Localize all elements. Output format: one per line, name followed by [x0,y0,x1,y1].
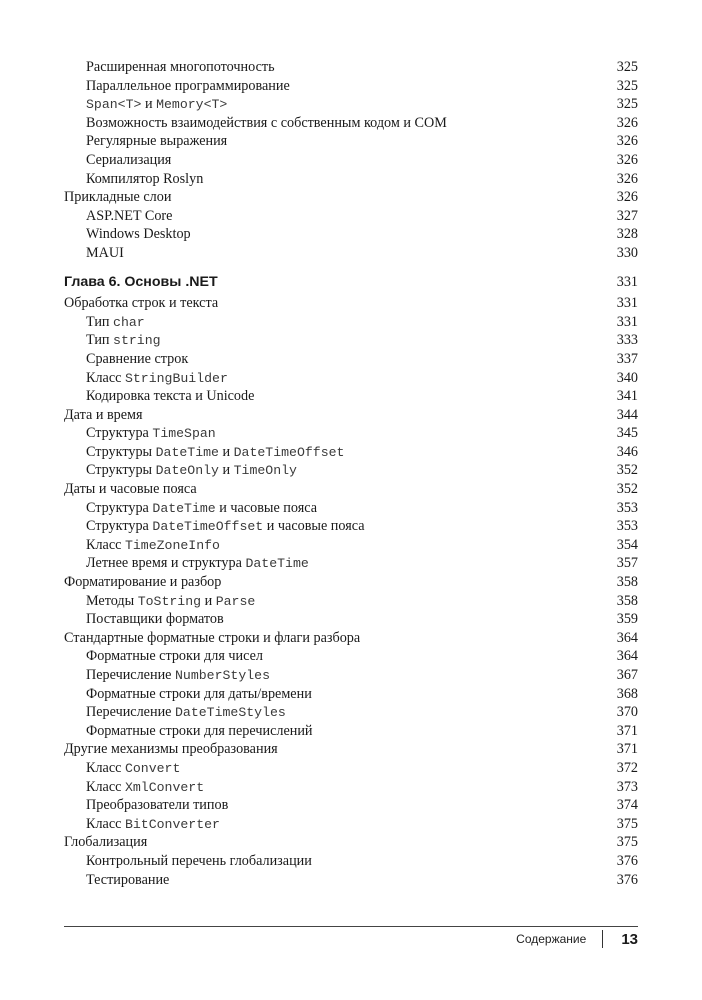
toc-entry-title [86,369,228,389]
toc-page-number: 358 [616,574,638,591]
title-text: Параллельное программирование [86,77,290,94]
toc-subsection-entry [64,759,638,778]
title-text: Глобализация [64,834,148,851]
toc-entry-title [86,685,312,704]
footer-divider [64,926,638,927]
title-text: Стандартные форматные строки и флаги разбора [64,629,361,646]
title-text: Летнее время и структура [86,555,246,572]
toc-entry-title [86,815,220,835]
toc-page-number: 376 [616,852,638,869]
toc-subsection-entry [64,151,638,170]
code-term: DateTime [245,556,309,572]
toc-page-number: 364 [616,648,638,665]
toc-page-number: 364 [616,629,638,646]
toc-subsection-entry [64,722,638,741]
toc-subsection-entry [64,536,638,555]
toc-section-entry [64,573,638,592]
toc-subsection-entry [64,554,638,573]
title-text: Обработка строк и текста [64,295,219,312]
toc-entry-title [86,517,365,537]
title-text: и [218,443,234,460]
toc-page-number: 333 [616,332,638,349]
title-text: Методы [86,592,138,609]
toc-subsection-entry [64,796,638,815]
title-text: Структура [86,518,153,535]
toc-subsection-entry [64,871,638,890]
toc-subsection-entry [64,369,638,388]
title-text: Тестирование [86,871,170,888]
title-text: Компилятор Roslyn [86,170,204,187]
toc-page-number: 341 [616,388,638,405]
title-text: Класс [86,778,125,795]
toc-entry-title [64,188,171,207]
title-text: Прикладные слои [64,189,172,206]
title-text: ASP.NET Core [86,207,173,224]
toc-entry-title [86,331,161,351]
toc-subsection-entry [64,499,638,518]
toc-entry-title [86,95,227,115]
toc-entry-title [86,170,203,189]
toc-page-number: 353 [616,499,638,516]
toc-page-number: 352 [616,481,638,498]
toc-subsection-entry [64,58,638,77]
toc-page-number: 331 [616,295,638,312]
code-term: TimeZoneInfo [124,537,220,553]
title-text: Глава 6. Основы .NET [64,273,218,290]
title-text: Тип [86,313,114,330]
toc-entry-title [86,461,297,481]
title-text: Структуры [86,462,156,479]
code-term: ToString [137,593,202,609]
toc-entry-title [86,132,227,151]
code-term: BitConverter [124,816,220,832]
toc-entry-title [86,778,204,798]
toc-entry-title [86,722,313,741]
toc-chapter-entry [64,273,638,292]
toc-section-entry [64,188,638,207]
toc-page-number: 327 [616,207,638,224]
toc-page-number: 372 [616,759,638,776]
title-text: и часовые пояса [263,518,365,535]
toc-section-entry [64,833,638,852]
toc-subsection-entry [64,517,638,536]
title-text: Дата и время [64,406,143,423]
toc-page-number: 325 [616,59,638,75]
title-text: Класс [86,759,125,776]
code-term: TimeOnly [233,463,297,479]
toc-page-number: 371 [616,741,638,758]
title-text: Структура [86,499,153,516]
toc-page-number: 330 [616,244,638,261]
toc-subsection-entry [64,778,638,797]
toc-section-entry [64,740,638,759]
toc-entry-title [86,536,220,556]
toc-page-number: 345 [616,425,638,442]
toc-page-number: 370 [616,704,638,721]
toc-page-number: 326 [616,151,638,168]
toc-entry-title [86,443,344,463]
title-text: Поставщики форматов [86,611,224,628]
toc-page-number: 358 [616,592,638,609]
code-term: XmlConvert [124,779,205,795]
toc-entry-title [64,406,143,425]
code-term: DateTimeOffset [152,519,264,535]
toc-page-number: 325 [616,77,638,94]
toc-entry-title [86,313,145,333]
toc-subsection-entry [64,443,638,462]
title-text: Сериализация [86,151,172,168]
toc-page-number: 368 [616,685,638,702]
toc-page-number: 331 [616,313,638,330]
code-term: DateTime [155,444,219,460]
title-text: MAUI [86,244,124,261]
code-term: char [113,314,145,330]
toc-page-number: 375 [616,834,638,851]
toc-subsection-entry [64,114,638,133]
toc-page-number: 371 [616,722,638,739]
code-term: Span<T> [86,97,142,113]
toc-entry-title [64,740,278,759]
toc-page-number: 376 [616,871,638,888]
toc-page-number: 325 [616,96,638,113]
code-term: StringBuilder [124,370,228,386]
toc-page-number: 352 [616,462,638,479]
toc-page-number: 357 [616,555,638,572]
toc-page-number: 337 [616,350,638,367]
toc-page-number: 326 [616,189,638,206]
toc-subsection-entry [64,132,638,151]
toc-entry-title [64,833,147,852]
toc-entry-title [86,647,263,666]
toc-entry-title [86,114,447,133]
toc-entry-title [64,573,221,592]
toc-subsection-entry [64,170,638,189]
page-footer [516,930,638,948]
toc-entry-title [86,350,188,369]
title-text: Даты и часовые пояса [64,481,197,498]
toc-subsection-entry [64,313,638,332]
title-text: и [201,592,216,609]
toc-page-number: 326 [616,114,638,131]
toc-entry-title [64,294,218,313]
toc-subsection-entry [64,244,638,263]
toc-page-number: 359 [616,611,638,628]
toc-entry-title [86,225,191,244]
toc-page-number: 354 [616,536,638,553]
code-term: Convert [124,760,181,776]
title-text: Форматные строки для даты/времени [86,685,312,702]
toc-entry-title [86,703,286,723]
toc-page-number: 326 [616,133,638,150]
toc-subsection-entry [64,207,638,226]
title-text: и часовые пояса [215,499,318,516]
toc-page-number: 331 [616,273,638,290]
title-text: Преобразователи типов [86,797,229,814]
title-text: Расширенная многопоточность [86,59,275,75]
title-text: Класс [86,536,125,553]
title-text: Кодировка текста и Unicode [86,388,255,405]
toc-entry-title [86,77,290,96]
title-text: Контрольный перечень глобализации [86,852,312,869]
toc-section-entry [64,294,638,313]
footer-section-title: Содержание [516,932,587,946]
title-text: Сравнение строк [86,350,189,367]
toc-entry-title [86,610,224,629]
title-text: Класс [86,815,125,832]
title-text: Структура [86,425,153,442]
toc-subsection-entry [64,815,638,834]
toc-page-number: 367 [616,667,638,683]
toc-subsection-entry [64,95,638,114]
toc-subsection-entry [64,703,638,722]
code-term: TimeSpan [152,426,216,442]
title-text: и [141,96,157,113]
toc-subsection-entry [64,461,638,480]
title-text: и [218,462,234,479]
toc-page-number: 375 [616,815,638,832]
toc-entry-title [64,629,360,648]
code-term: DateTime [152,500,216,516]
toc-entry-title [86,852,312,871]
toc-page-number: 326 [616,170,638,187]
toc-entry-title [86,759,180,779]
title-text: Форматные строки для перечислений [86,722,313,739]
title-text: Регулярные выражения [86,133,228,150]
toc-section-entry [64,406,638,425]
title-text: Другие механизмы преобразования [64,741,278,758]
toc-entry-title [86,387,254,406]
toc-page-number: 353 [616,518,638,535]
toc-subsection-entry [64,424,638,443]
toc-section-entry [64,480,638,499]
toc-page-number: 374 [616,797,638,814]
code-term: string [113,333,161,349]
toc-section-entry [64,629,638,648]
toc-entry-title [86,666,270,686]
table-of-contents [64,58,638,889]
code-term: Parse [215,593,256,609]
toc-page-number: 344 [616,406,638,423]
toc-subsection-entry [64,647,638,666]
toc-entry-title [86,554,309,574]
toc-entry-title [86,151,171,170]
title-text: Форматные строки для чисел [86,648,263,665]
toc-entry-title [86,244,124,263]
toc-subsection-entry [64,331,638,350]
title-text: Windows Desktop [86,226,191,243]
code-term: DateOnly [155,463,219,479]
toc-subsection-entry [64,387,638,406]
title-text: Форматирование и разбор [64,574,222,591]
toc-subsection-entry [64,610,638,629]
title-text: Структуры [86,443,156,460]
code-term: Memory<T> [156,97,228,113]
toc-page-number: 346 [616,443,638,460]
toc-entry-title [86,499,317,519]
toc-page-number: 328 [616,226,638,243]
toc-entry-title [86,796,228,815]
title-text: Перечисление [86,704,176,721]
toc-entry-title [86,424,216,444]
toc-entry-title [64,480,197,499]
page-number: 13 [621,930,638,948]
toc-subsection-entry [64,666,638,685]
toc-entry-title [86,871,169,890]
toc-entry-title [64,273,218,292]
title-text: Класс [86,369,125,386]
toc-entry-title [86,592,255,612]
title-text: Возможность взаимодействия с собственным кодом и COM [86,114,447,131]
footer-separator [602,930,603,948]
toc-subsection-entry [64,592,638,611]
code-term: DateTimeOffset [233,444,345,460]
title-text: Перечисление [86,667,176,683]
toc-subsection-entry [64,685,638,704]
toc-entry-title [86,58,275,77]
title-text: Тип [86,332,114,349]
toc-page-number: 340 [616,369,638,386]
code-term: NumberStyles [175,668,270,683]
toc-page-number: 373 [616,778,638,795]
toc-subsection-entry [64,350,638,369]
toc-entry-title [86,207,172,226]
toc-subsection-entry [64,225,638,244]
toc-subsection-entry [64,77,638,96]
code-term: DateTimeStyles [175,705,286,721]
toc-subsection-entry [64,852,638,871]
